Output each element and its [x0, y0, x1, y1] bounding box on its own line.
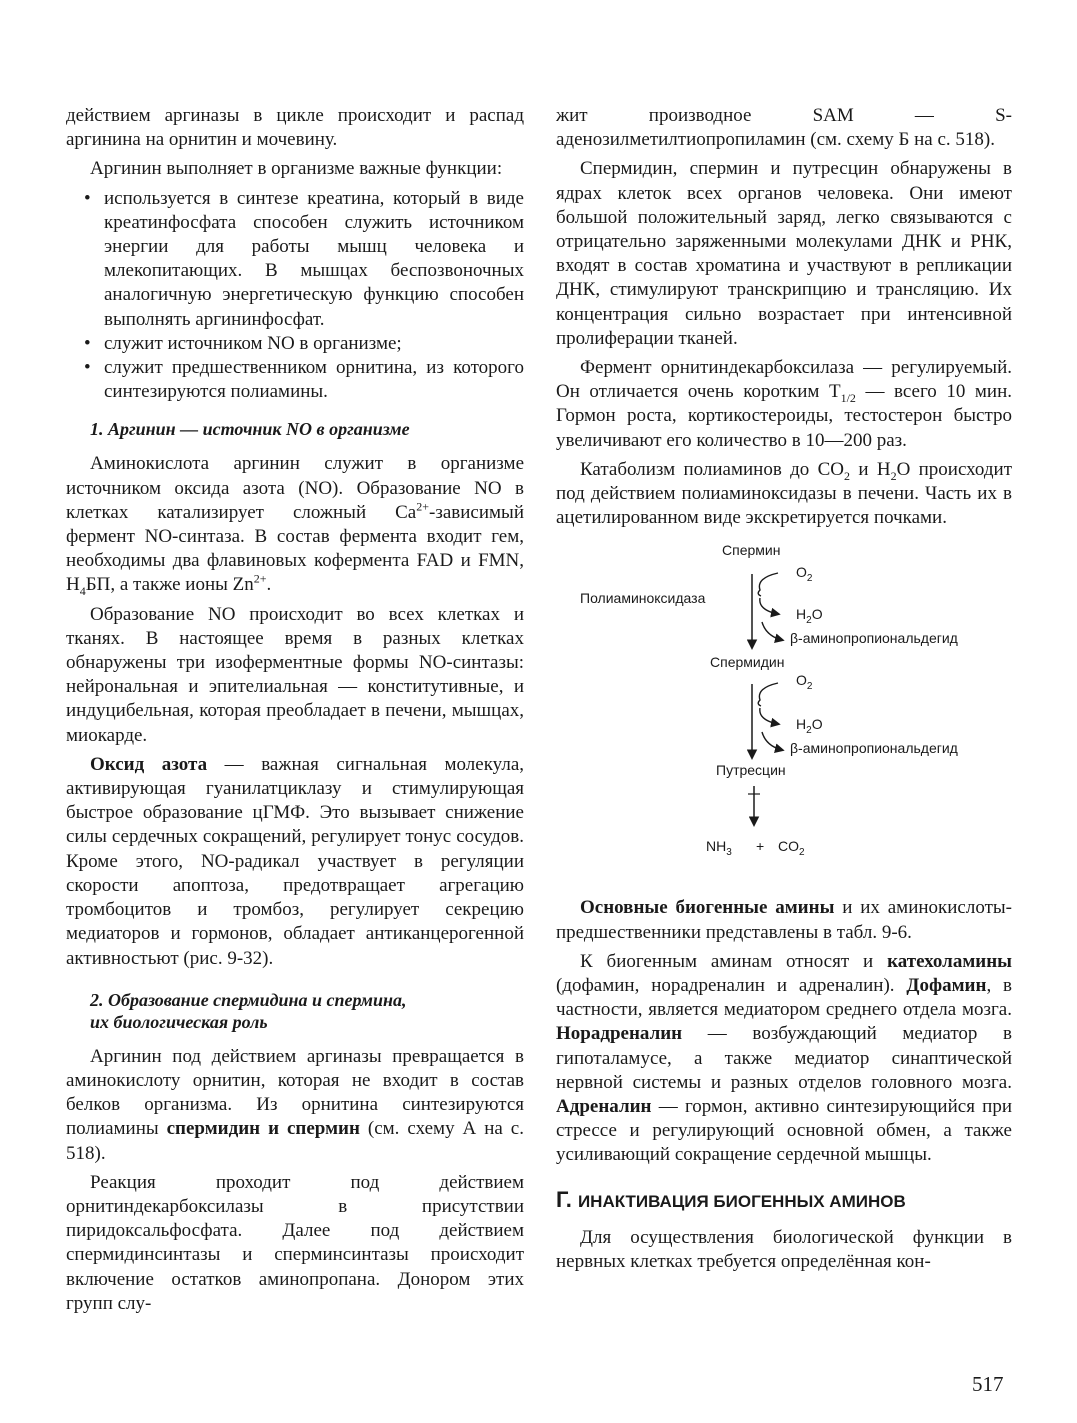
h2o-in-arrow	[760, 598, 778, 614]
left-column	[66, 104, 524, 1321]
paragraph: К биогенным аминам относят и катехоламины (дофамин, норадреналин и адреналин). Дофамин, в частности, является медиатором среднего отдела мозга. Норадреналин — возбуждающий медиатор в гипоталамусе, а также медиатор синаптической нервной системы и разных отделов головного мозга. Адреналин — гормон, активно синтезирующийся при стрессе и регулирующий основной обмен, а также усиливающий сокращение сердечной мышцы.	[556, 950, 1012, 1166]
o2-in-arrow	[758, 573, 778, 596]
plus-sign: +	[756, 838, 765, 855]
right-column	[556, 104, 1012, 1279]
aldehyde-out-arrow	[762, 622, 782, 640]
paragraph: действием аргиназы в цикле происходит и распад аргинина на орнитин и мочевину.	[66, 105, 524, 151]
paragraph: Катаболизм полиаминов до $CO_2$ и $H_2O$ происходит под действием полиаминоксидазы в печени. Часть их в ацетилированном виде экскретируется почками.	[556, 458, 1013, 529]
paragraph: Аргинин под действием аргиназы превращается в аминокислоту орнитин, которая не входит в состав белков организма. Из орнитина синтезируются полиамины спермидин и спермин (см. схему А на с. 518).	[66, 1045, 524, 1164]
o2-in-arrow	[758, 683, 778, 706]
list-item: • служит предшественником орнитина, из которого синтезируются полиамины.	[104, 356, 524, 404]
polyamine-catabolism-diagram	[556, 540, 1012, 890]
aldehyde-label: β-аминопропиональдегид	[790, 740, 958, 757]
paragraph: Фермент орнитиндекарбоксилаза — регулируемый. Он отличается очень коротким $T_{1/2}$ — всего 10 мин. Гормон роста, кортикостероиды, тестостерон быстро увеличивают его количество в 10—200 раз.	[556, 357, 1012, 451]
paragraph: Спермидин, спермин и путресцин обнаружены в ядрах клеток всех органов человека. Они имеют большой положительный заряд, легко связываются с отрицательно заряженными молекулами ДНК и РНК, входят в состав хроматина и участвуют в репликации ДНК, стимулируют транскрипцию и трансляцию. Их концентрация сильно возрастает при интенсивной пролиферации тканей.	[556, 158, 1012, 349]
list-item: • используется в синтезе креатина, который в виде креатинфосфата способен служить источником энергии для работы мышц человека и млекопитающих. В мышцах беспозвоночных аналогичную энергетическую функцию способен выполнять аргининфосфат.	[104, 187, 524, 332]
co2-label: $CO_2$	[778, 838, 805, 859]
h2o-label: $H_2O$	[796, 606, 823, 627]
paragraph: Основные биогенные амины и их аминокислоты-предшественники представлены в табл. 9-6.	[556, 897, 1012, 943]
spermidine-label: Спермидин	[710, 654, 785, 671]
subheading-2: 2. Образование спермидина и спермина, их биологическая роль	[90, 989, 407, 1032]
aldehyde-out-arrow	[762, 732, 782, 750]
spermine-label: Спермин	[722, 542, 781, 559]
list-item: • служит источником NO в организме;	[104, 332, 524, 356]
paragraph: Реакция проходит под действием орнитиндекарбоксилазы в присутствии пиридоксальфосфата. Далее под действием спермидинсинтазы и сперминсинтазы происходит включение остатков аминопропана. Донором этих групп слу-	[66, 1171, 524, 1314]
paragraph: Образование NO происходит во всех клетках и тканях. В настоящее время в разных клетках обнаружены три изоферментные формы NO-синтазы: нейрональная и эпителиальная — конститутивные, и индуцибельная, которая преобладает в печени, мышцах, миокарде.	[66, 603, 524, 746]
bullet-list	[66, 187, 524, 405]
paragraph: Для осуществления биологической функции в нервных клетках требуется определённая кон-	[556, 1226, 1012, 1272]
putrescine-label: Путресцин	[716, 762, 786, 779]
subheading-1: 1. Аргинин — источник NO в организме	[90, 419, 410, 440]
o2-label: $O_2$	[796, 672, 813, 693]
page-number: 517	[972, 1372, 1004, 1396]
nh3-label: $NH_3$	[706, 838, 732, 859]
h2o-label: $H_2O$	[796, 716, 823, 737]
paragraph: жит производное SAM — S-аденозилметилтиопропиламин (см. схему Б на с. 518).	[556, 105, 1012, 151]
aldehyde-label: β-аминопропиональдегид	[790, 630, 958, 647]
section-heading: Г. ИНАКТИВАЦИЯ БИОГЕННЫХ АМИНОВ	[556, 1186, 906, 1212]
paragraph: Оксид азота — важная сигнальная молекула, активирующая гуанилатциклазу и стимулирующая быстрое образование цГМФ. Это вызывает снижение силы сердечных сокращений, регулирует тонус сосудов. Кроме этого, NO-радикал участвует в регуляции скорости апоптоза, предотвращает агрегацию тромбоцитов и тромбоз, регулирует секрецию медиаторов и гормонов, обладает антиканцерогенной активностьют (рис. 9-32).	[66, 753, 524, 969]
o2-label: $O_2$	[796, 564, 813, 585]
paragraph: Аминокислота аргинин служит в организме источником оксида азота (NO). Образование NO в клетках катализирует сложный $Ca^{2+}$-зависимый фермент NO-синтаза. В состав фермента входит гем, необходимы два флавиновых кофермента FAD и FMN, $H_4БП$, а также ионы $Zn^{2+}$.	[66, 453, 524, 599]
paragraph: Аргинин выполняет в организме важные функции:	[90, 158, 503, 180]
h2o-in-arrow	[760, 708, 778, 724]
enzyme-label: Полиаминоксидаза	[580, 590, 706, 607]
